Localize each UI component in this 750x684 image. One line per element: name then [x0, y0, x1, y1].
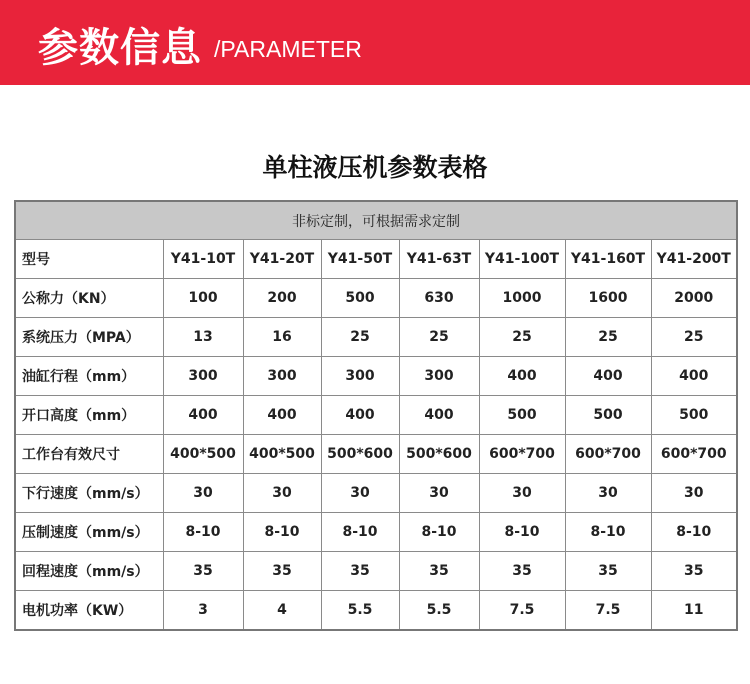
- table-cell: 8-10: [651, 513, 737, 552]
- table-cell: 500*600: [399, 435, 479, 474]
- table-cell: 35: [399, 552, 479, 591]
- table-cell: 400*500: [163, 435, 243, 474]
- table-cell: 1000: [479, 279, 565, 318]
- table-cell: 400*500: [243, 435, 321, 474]
- table-cell: 30: [243, 474, 321, 513]
- table-cell: 8-10: [479, 513, 565, 552]
- table-cell: 400: [399, 396, 479, 435]
- table-cell: 100: [163, 279, 243, 318]
- table-cell: 300: [163, 357, 243, 396]
- table-cell: 1600: [565, 279, 651, 318]
- table-cell: Y41-160T: [565, 240, 651, 279]
- table-cell: Y41-10T: [163, 240, 243, 279]
- table-cell: Y41-200T: [651, 240, 737, 279]
- table-cell: 8-10: [163, 513, 243, 552]
- table-cell: 3: [163, 591, 243, 631]
- table-cell: 500: [651, 396, 737, 435]
- table-cell: 25: [399, 318, 479, 357]
- table-cell: 35: [651, 552, 737, 591]
- table-row: [15, 552, 737, 591]
- table-cell: 600*700: [651, 435, 737, 474]
- table-cell: 35: [565, 552, 651, 591]
- row-label: 系统压力（MPA）: [15, 318, 163, 357]
- table-cell: 2000: [651, 279, 737, 318]
- table-cell: 600*700: [479, 435, 565, 474]
- table-caption-row: [15, 201, 737, 240]
- table-cell: 16: [243, 318, 321, 357]
- table-cell: 5.5: [399, 591, 479, 631]
- table-cell: 400: [321, 396, 399, 435]
- table-cell: Y41-63T: [399, 240, 479, 279]
- row-label: 回程速度（mm/s）: [15, 552, 163, 591]
- table-cell: 25: [565, 318, 651, 357]
- table-cell: 25: [479, 318, 565, 357]
- parameter-table: [14, 200, 738, 631]
- table-cell: 8-10: [399, 513, 479, 552]
- banner-title: 参数信息: [38, 25, 202, 71]
- table-cell: 35: [163, 552, 243, 591]
- table-cell: Y41-100T: [479, 240, 565, 279]
- table-row: [15, 474, 737, 513]
- row-label: 开口高度（mm）: [15, 396, 163, 435]
- table-header-row: [15, 240, 737, 279]
- table-row: [15, 357, 737, 396]
- table-cell: 500: [479, 396, 565, 435]
- row-label: 工作台有效尺寸: [15, 435, 163, 474]
- table-row: [15, 318, 737, 357]
- table-cell: 300: [321, 357, 399, 396]
- table-cell: 7.5: [479, 591, 565, 631]
- table-cell: 35: [321, 552, 399, 591]
- table-cell: Y41-20T: [243, 240, 321, 279]
- table-row: [15, 513, 737, 552]
- table-cell: 30: [163, 474, 243, 513]
- table-cell: 30: [399, 474, 479, 513]
- table-cell: 400: [479, 357, 565, 396]
- row-label: 压制速度（mm/s）: [15, 513, 163, 552]
- table-cell: 5.5: [321, 591, 399, 631]
- header-banner: [0, 0, 750, 85]
- table-cell: 25: [321, 318, 399, 357]
- table-cell: 8-10: [321, 513, 399, 552]
- table-cell: 30: [565, 474, 651, 513]
- table-cell: 300: [243, 357, 321, 396]
- table-cell: 600*700: [565, 435, 651, 474]
- table-cell: 13: [163, 318, 243, 357]
- row-label: 公称力（KN）: [15, 279, 163, 318]
- banner-subtitle: /PARAMETER: [214, 36, 362, 62]
- table-cell: 30: [479, 474, 565, 513]
- table-row: [15, 435, 737, 474]
- table-cell: 25: [651, 318, 737, 357]
- table-cell: 400: [565, 357, 651, 396]
- table-cell: 11: [651, 591, 737, 631]
- table-row: [15, 279, 737, 318]
- table-cell: 30: [321, 474, 399, 513]
- table-cell: 35: [479, 552, 565, 591]
- table-cell: 4: [243, 591, 321, 631]
- table-cell: 400: [163, 396, 243, 435]
- row-label: 电机功率（KW）: [15, 591, 163, 631]
- table-cell: Y41-50T: [321, 240, 399, 279]
- table-cell: 630: [399, 279, 479, 318]
- table-cell: 400: [651, 357, 737, 396]
- row-label: 型号: [15, 240, 163, 279]
- table-caption: 非标定制，可根据需求定制: [15, 201, 737, 240]
- row-label: 油缸行程（mm）: [15, 357, 163, 396]
- table-cell: 300: [399, 357, 479, 396]
- table-cell: 200: [243, 279, 321, 318]
- table-row: [15, 591, 737, 631]
- table-cell: 7.5: [565, 591, 651, 631]
- table-cell: 500: [321, 279, 399, 318]
- table-title: 单柱液压机参数表格: [262, 153, 488, 182]
- table-row: [15, 396, 737, 435]
- table-cell: 400: [243, 396, 321, 435]
- table-cell: 30: [651, 474, 737, 513]
- table-cell: 8-10: [565, 513, 651, 552]
- table-cell: 500*600: [321, 435, 399, 474]
- row-label: 下行速度（mm/s）: [15, 474, 163, 513]
- table-cell: 500: [565, 396, 651, 435]
- table-cell: 35: [243, 552, 321, 591]
- table-cell: 8-10: [243, 513, 321, 552]
